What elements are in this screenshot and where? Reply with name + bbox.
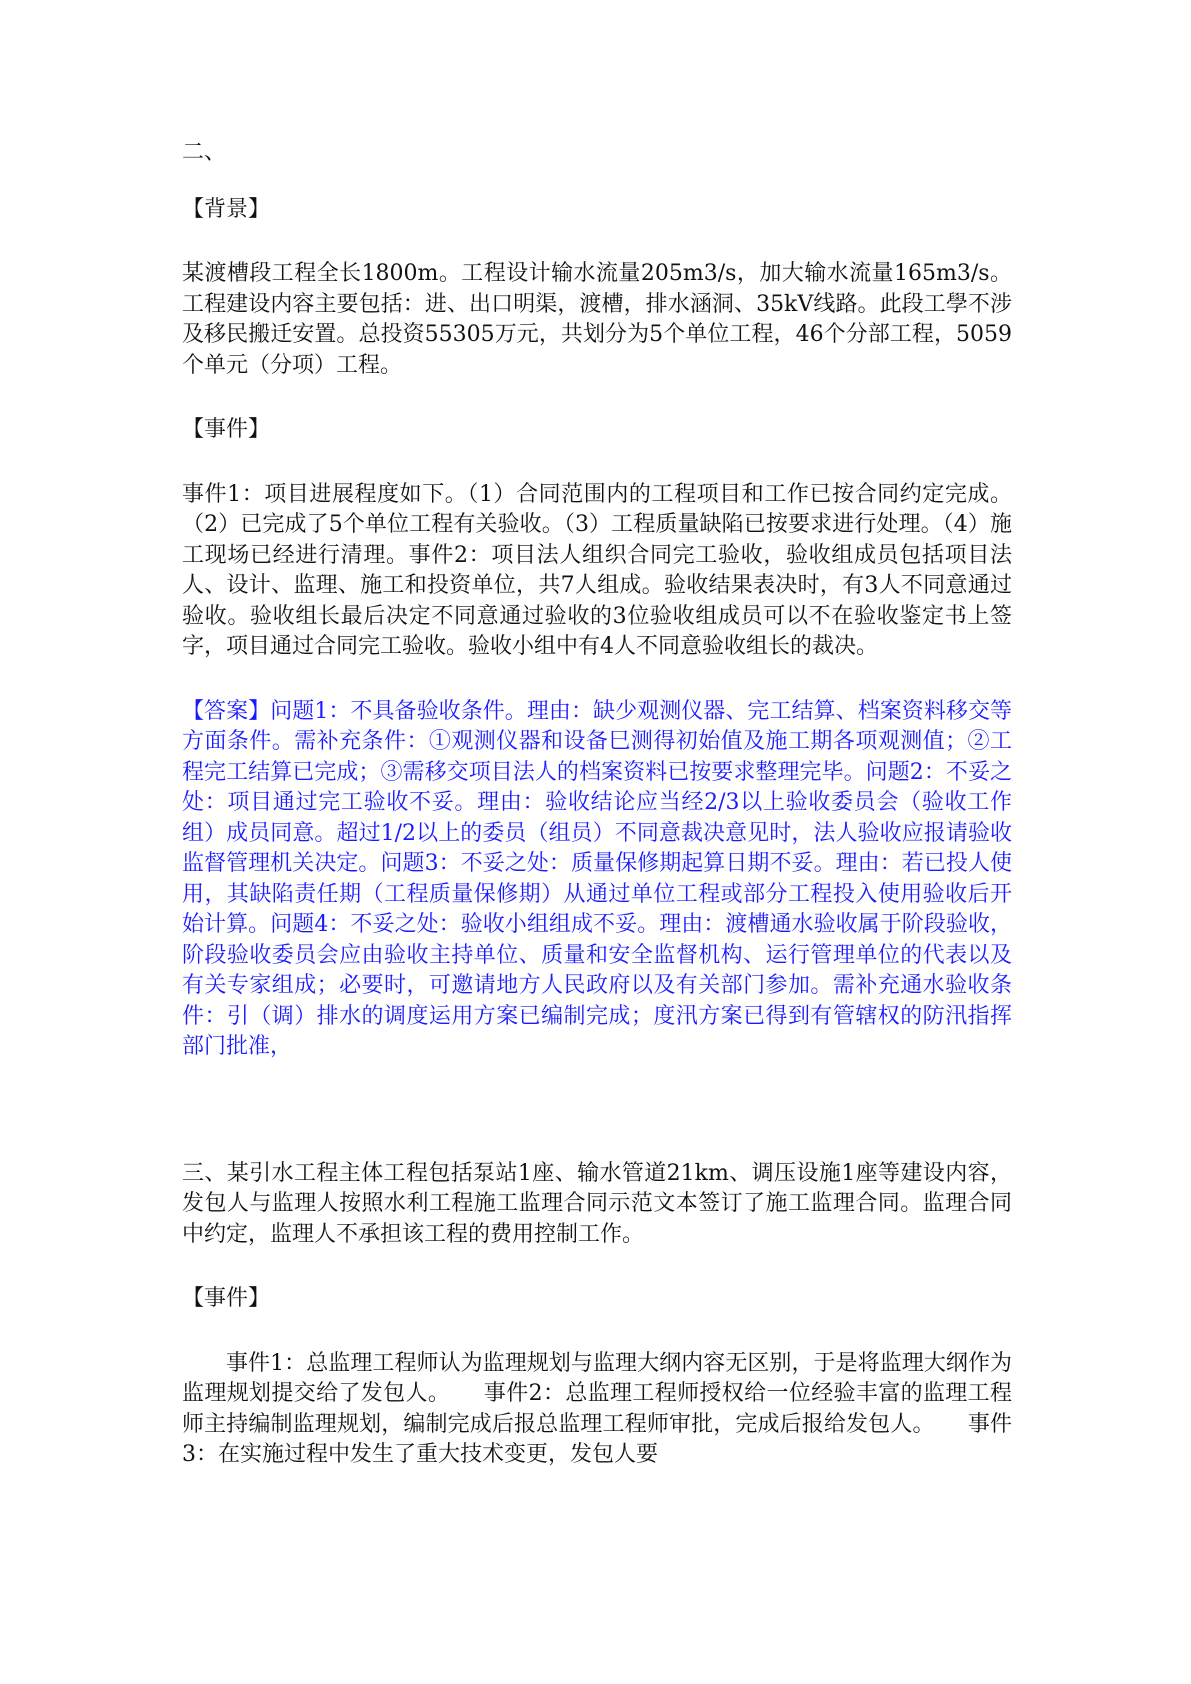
events-heading: 【事件】 xyxy=(182,417,271,442)
section-number: 二、 xyxy=(182,140,227,165)
events-paragraph: 事件1：项目进展程度如下。（1）合同范围内的工程项目和工作已按合同约定完成。（2）已完成了5个单位工程有关验收。（3）工程质量缺陷已按要求进行处理。（4）施工现场已经进行清理。事件2：项目法人组织合同完工验收，验收组成员包括项目法人、设计、监理、施工和投资单位，共7人组成。验收结果表决时，有3人不同意通过验收。验收组长最后决定不同意通过验收的3位验收组成员可以不在验收鉴定书上签字，项目通过合同完工验收。验收小组中有4人不同意验收组长的裁决。 xyxy=(182,481,1012,659)
section-three-intro: 三、某引水工程主体工程包括泵站1座、输水管道21km、调压设施1座等建设内容，发包人与监理人按照水利工程施工监理合同示范文本签订了施工监理合同。监理合同中约定，监理人不承担该工程的费用控制工作。 xyxy=(182,1160,1012,1247)
document-content xyxy=(182,138,1012,1471)
section-three-events-paragraph: 事件1：总监理工程师认为监理规划与监理大纲内容无区别，于是将监理大纲作为监理规划提交给了发包人。 事件2：总监理工程师授权给一位经验丰富的监理工程师主持编制监理规划，编制完成后报总监理工程师审批，完成后报给发包人。 事件3：在实施过程中发生了重大技术变更，发包人要 xyxy=(182,1350,1012,1467)
background-paragraph: 某渡槽段工程全长1800m。工程设计输水流量205m3/s，加大输水流量165m3/s。工程建设内容主要包括：进、出口明渠，渡槽，排水涵洞、35kV线路。此段工學不涉及移民搬迁安置。总投资55305万元，共划分为5个单位工程，46个分部工程，5059个单元（分项）工程。 xyxy=(182,261,1012,378)
section-three-events-heading: 【事件】 xyxy=(182,1286,271,1311)
answer-paragraph: 【答案】问题1：不具备验收条件。理由：缺少观测仪器、完工结算、档案资料移交等方面条件。需补充条件：①观测仪器和设备巳测得初始值及施工期各项观测值；②工程完工结算已完成；③需移交项目法人的档案资料已按要求整理完毕。问题2：不妥之处：项目通过完工验收不妥。理由：验收结论应当经2/3以上验收委员会（验收工作组）成员同意。超过1/2以上的委员（组员）不同意裁决意见时，法人验收应报请验收监督管理机关决定。问题3：不妥之处：质量保修期起算日期不妥。理由：若已投人使用，其缺陷责任期（工程质量保修期）从通过单位工程或部分工程投入使用验收后开始计算。问题4：不妥之处：验收小组组成不妥。理由：渡槽通水验收属于阶段验收，阶段验收委员会应由验收主持单位、质量和安全监督机构、运行管理单位的代表以及有关专家组成；必要时，可邀请地方人民政府以及有关部门参加。需补充通水验收条件：引（调）排水的调度运用方案已编制完成；度汛方案已得到有管辖权的防汛指挥部门批准， xyxy=(182,698,1012,1059)
background-heading: 【背景】 xyxy=(182,196,271,222)
